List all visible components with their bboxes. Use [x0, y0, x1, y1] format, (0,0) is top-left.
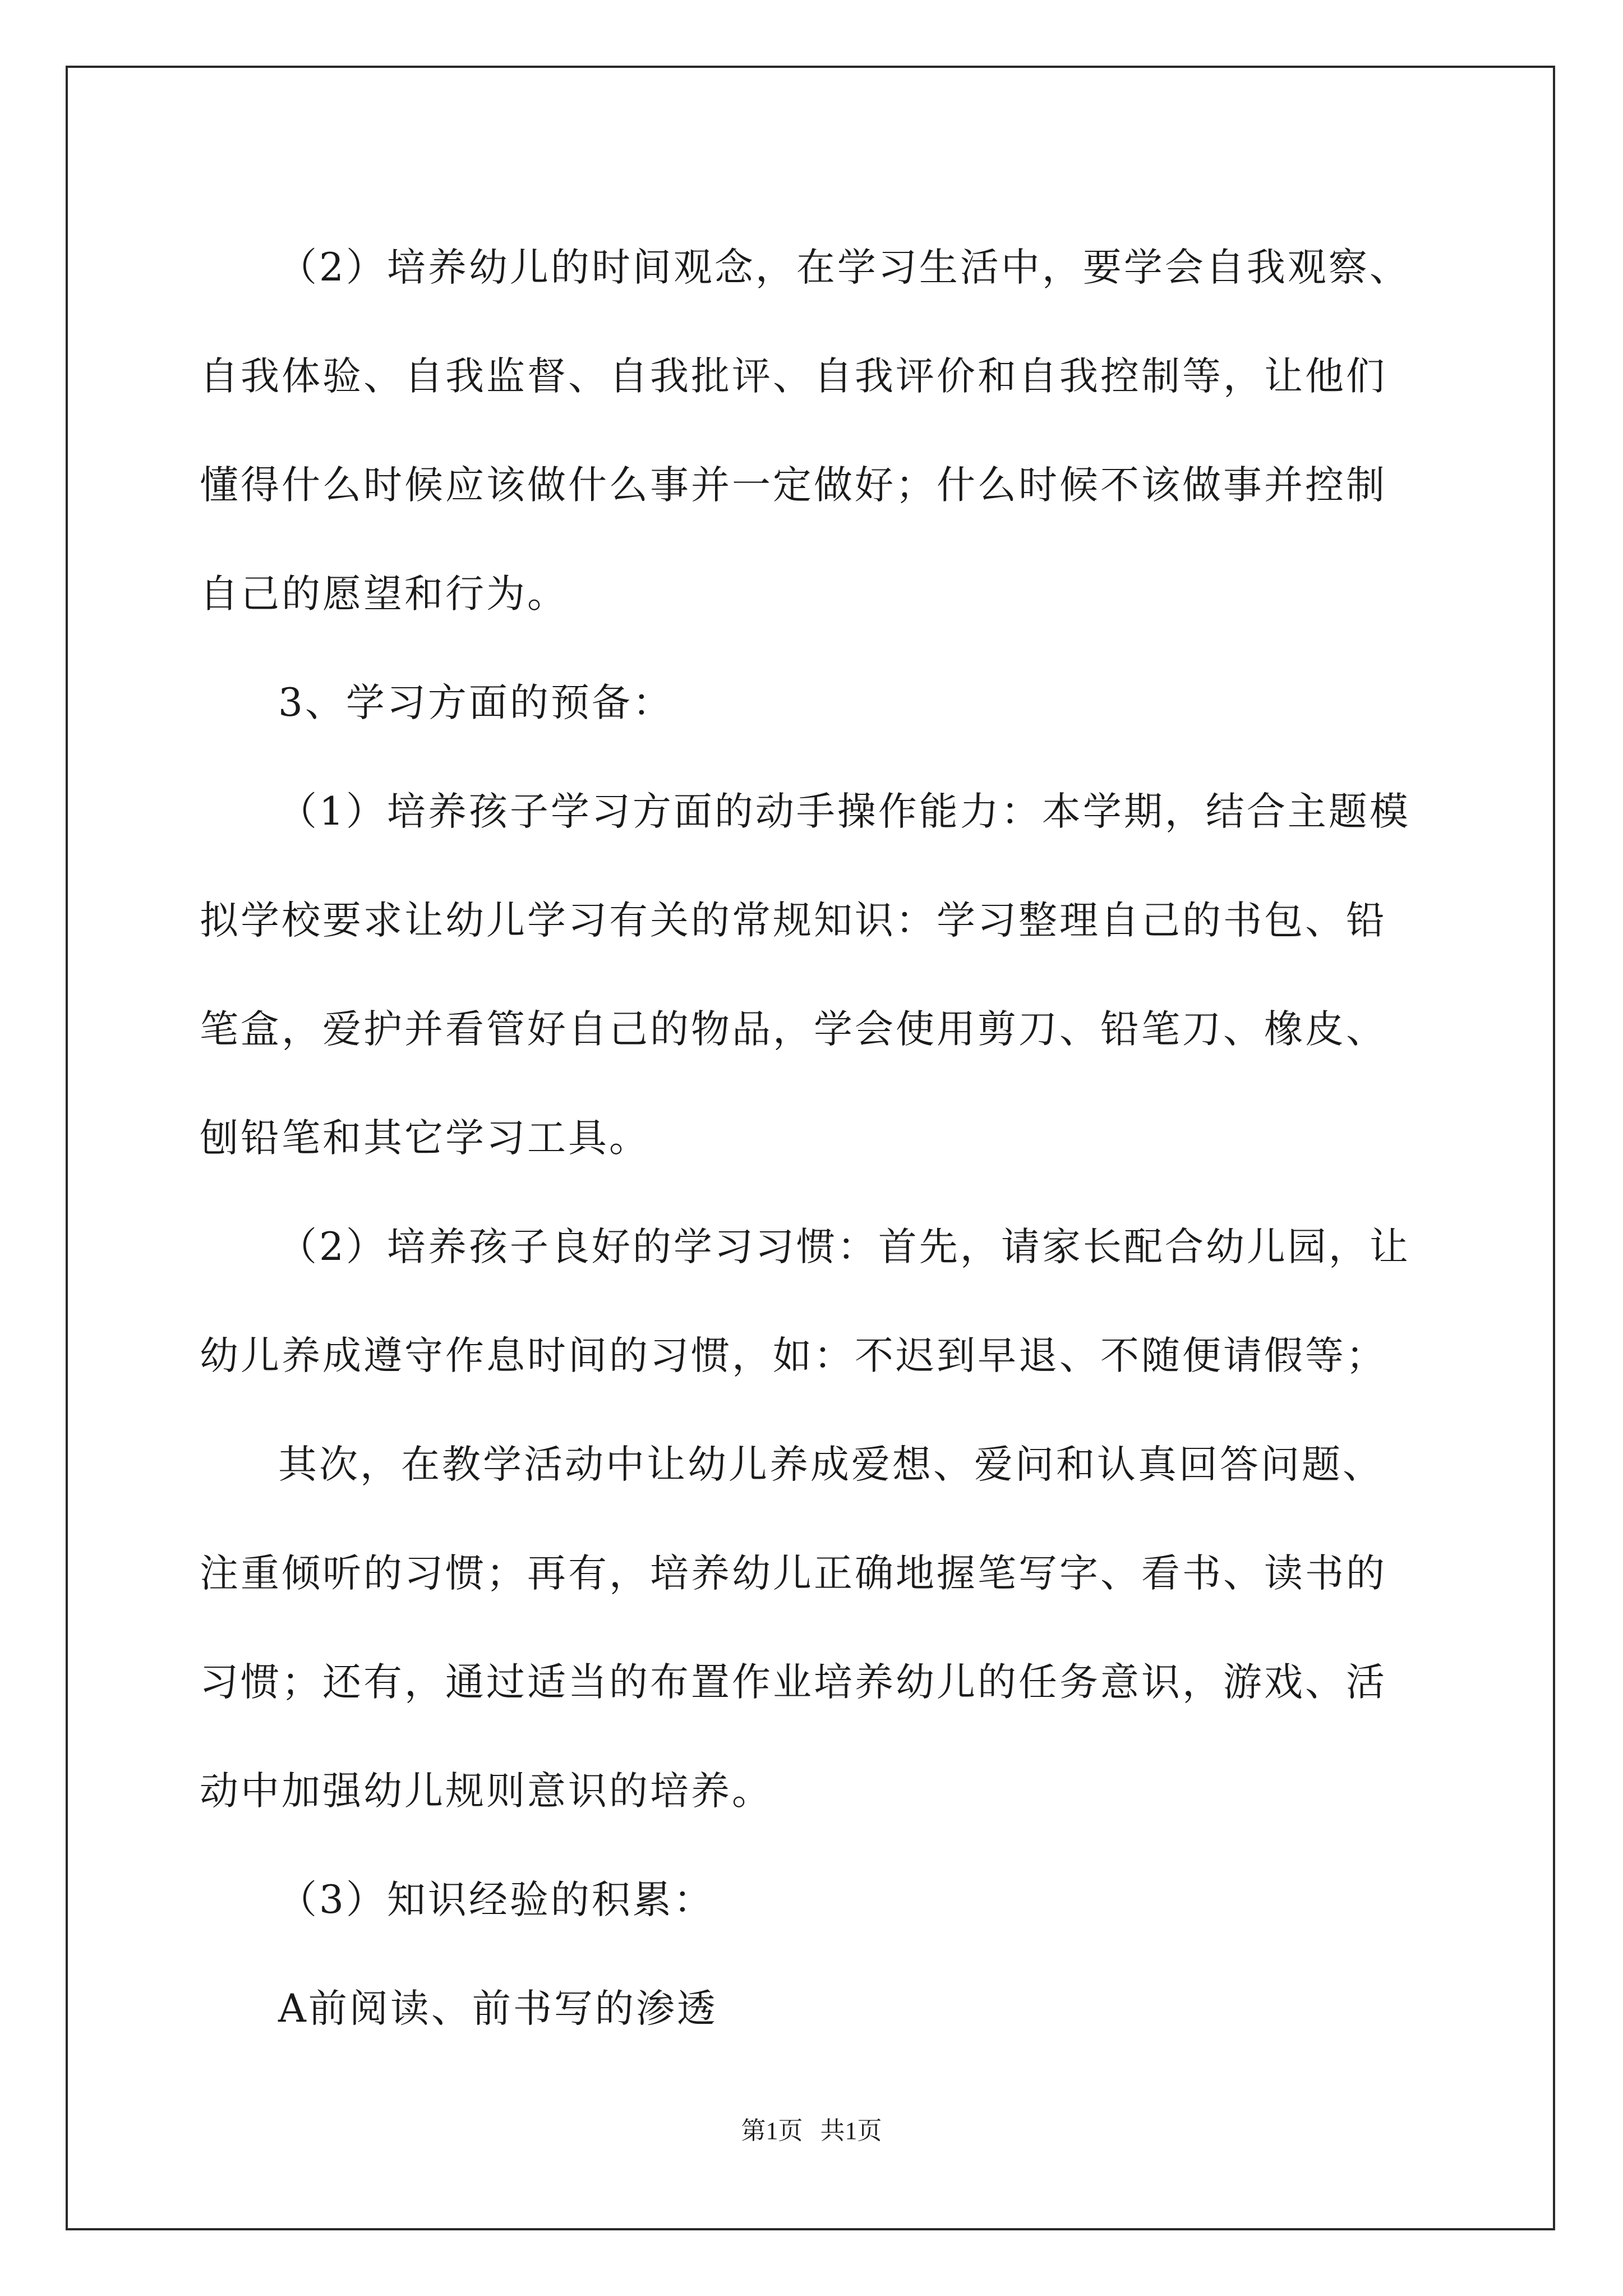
paragraph-time-concept: （2）培养幼儿的时间观念，在学习生活中，要学会自我观察、自我体验、自我监督、自我批评、自我评价和自我控制等，让他们懂得什么时候应该做什么事并一定做好；什么时候不该做事并控制自己的愿望和行为。: [200, 245, 1410, 616]
paragraph-next-steps: 其次，在教学活动中让幼儿养成爱想、爱问和认真回答问题、注重倾听的习惯；再有，培养幼儿正确地握笔写字、看书、读书的习惯；还有，通过适当的布置作业培养幼儿的任务意识，游戏、活动中加强幼儿规则意识的培养。: [200, 1442, 1387, 1814]
page-footer: [0, 2110, 1623, 2146]
page-number-current: 第1页: [741, 2117, 803, 2145]
page-number-total: 共1页: [820, 2117, 882, 2145]
paragraph-pre-reading: A前阅读、前书写的渗透: [278, 1986, 718, 2031]
paragraph-knowledge-accumulation: （3）知识经验的积累：: [278, 1878, 714, 1922]
paragraph-study-preparation-heading: 3、学习方面的预备：: [278, 680, 674, 725]
body-text: [200, 213, 1422, 2063]
paragraph-hands-on-ability: （1）培养孩子学习方面的动手操作能力：本学期，结合主题模拟学校要求让幼儿学习有关的常规知识：学习整理自己的书包、铅笔盒，爱护并看管好自己的物品，学会使用剪刀、铅笔刀、橡皮、刨铅笔和其它学习工具。: [200, 789, 1410, 1161]
paragraph-study-habits: （2）培养孩子良好的学习习惯：首先，请家长配合幼儿园，让幼儿养成遵守作息时间的习惯，如：不迟到早退、不随便请假等；: [200, 1225, 1410, 1378]
